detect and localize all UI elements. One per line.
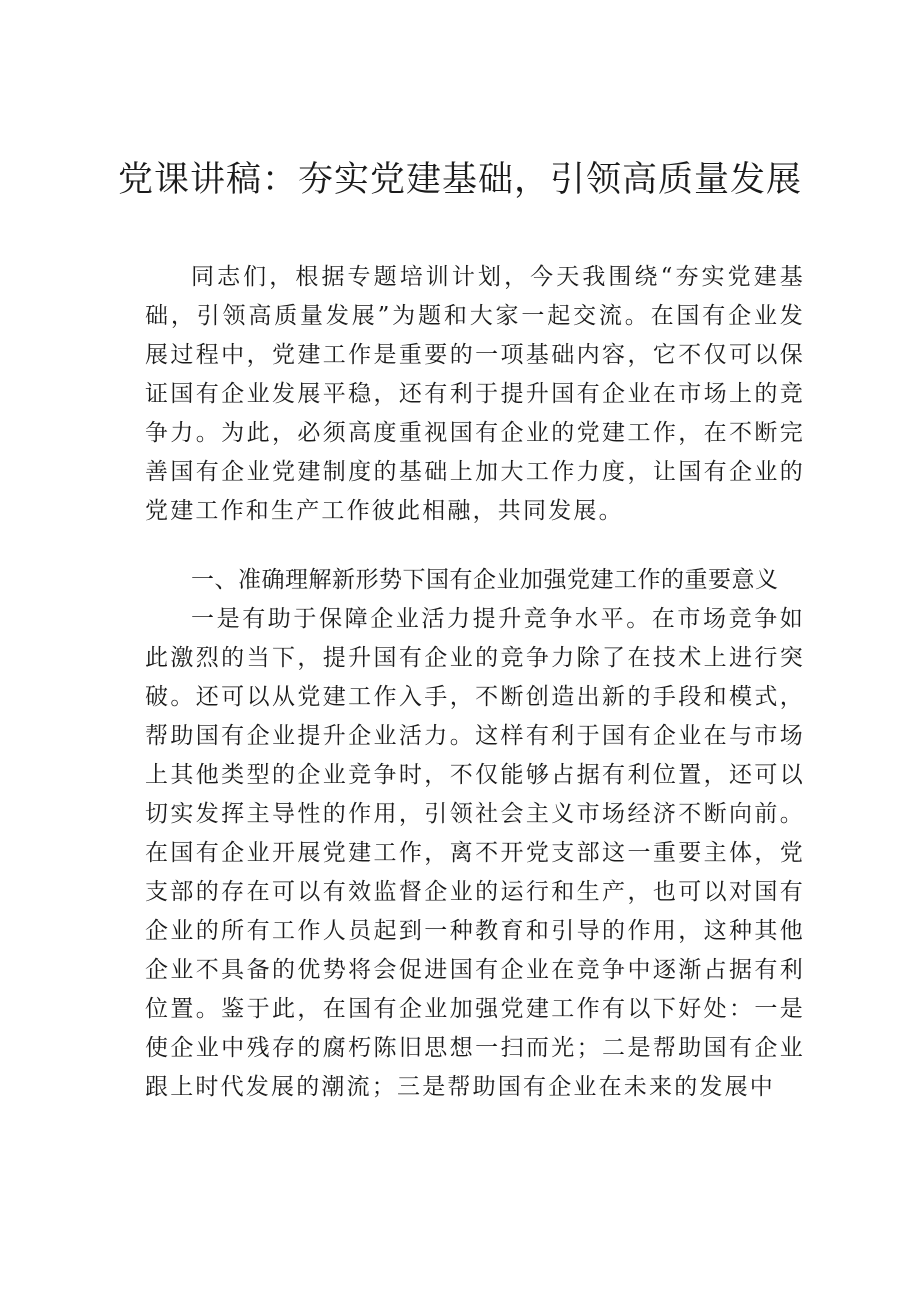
intro-paragraph: 同志们，根据专题培训计划，今天我围绕“夯实党建基础，引领高质量发展”为题和大家一起交流。在国有企业发展过程中，党建工作是重要的一项基础内容，它不仅可以保证国有企业发展平稳，还有利于提升国有企业在市场上的竞争力。为此，必须高度重视国有企业的党建工作，在不断完善国有企业党建制度的基础上加大工作力度，让国有企业的党建工作和生产工作彼此相融，共同发展。 <box>145 264 805 524</box>
section-paragraph: 一是有助于保障企业活力提升竞争水平。在市场竞争如此激烈的当下，提升国有企业的竞争力除了在技术上进行突破。还可以从党建工作入手，不断创造出新的手段和模式，帮助国有企业提升企业活力。这样有利于国有企业在与市场上其他类型的企业竞争时，不仅能够占据有利位置，还可以切实发挥主导性的作用，引领社会主义市场经济不断向前。在国有企业开展党建工作，离不开党支部这一重要主体，党支部的存在可以有效监督企业的运行和生产，也可以对国有企业的所有工作人员起到一种教育和引导的作用，这种其他企业不具备的优势将会促进国有企业在竞争中逐渐占据有利位置。鉴于此，在国有企业加强党建工作有以下好处：一是使企业中残存的腐朽陈旧思想一扫而光；二是帮助国有企业跟上时代发展的潮流；三是帮助国有企业在未来的发展中 <box>145 606 805 1100</box>
section-heading: 一、准确理解新形势下国有企业加强党建工作的重要意义 <box>191 567 779 593</box>
document-title: 党课讲稿：夯实党建基础，引领高质量发展 <box>117 160 802 200</box>
